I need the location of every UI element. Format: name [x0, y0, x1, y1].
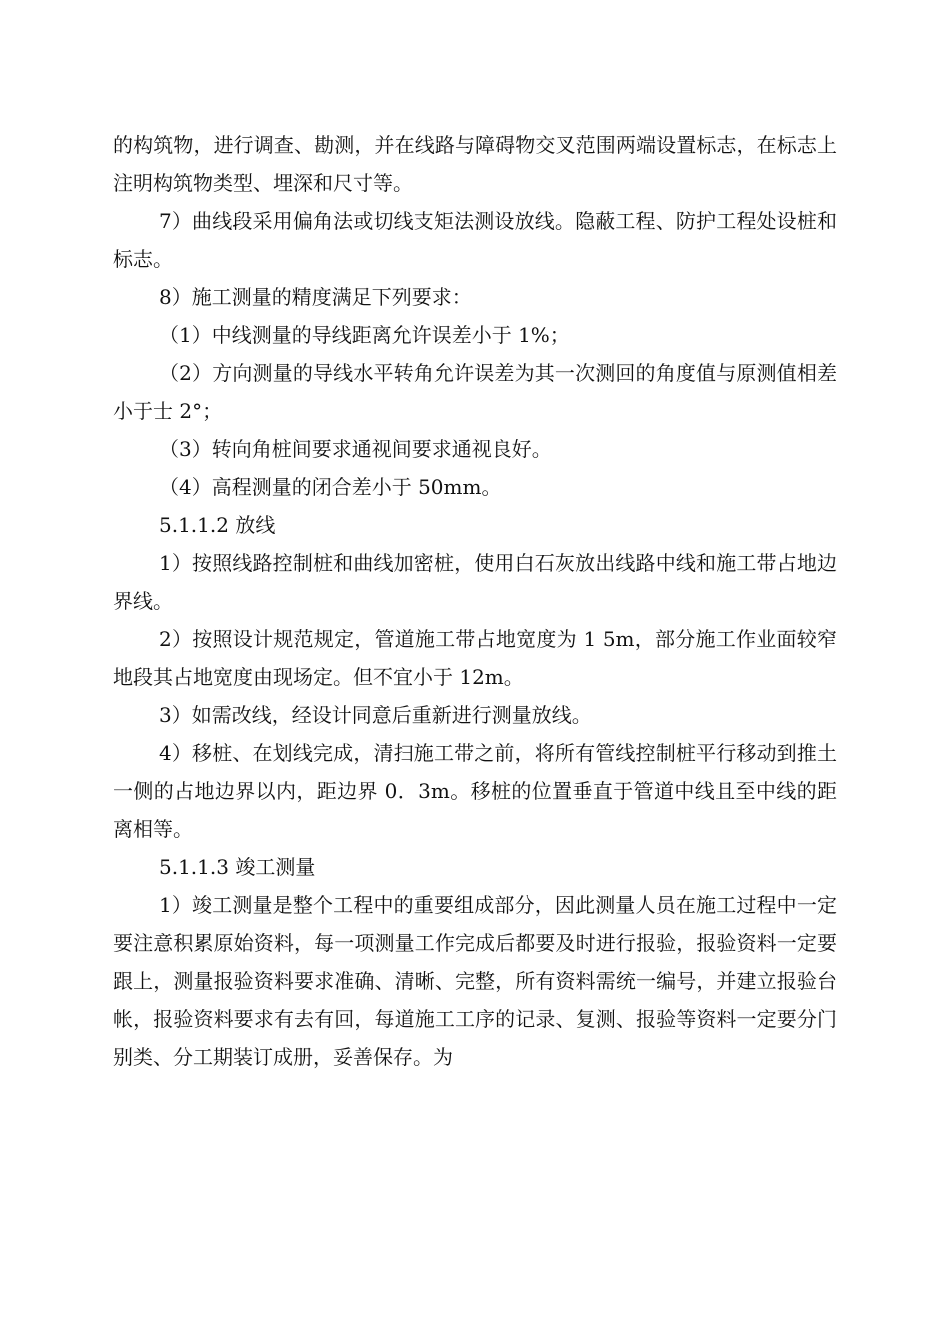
- paragraph-subitem-4: （4）高程测量的闭合差小于 50mm。: [159, 475, 502, 499]
- section-heading-5-1-1-3: 5.1.1.3 竣工测量: [159, 855, 316, 879]
- paragraph-subitem-2: （2）方向测量的导线水平转角允许误差为其一次测回的角度值与原测值相差小于士 2°；: [113, 361, 837, 423]
- paragraph-stakeout-1: 1）按照线路控制桩和曲线加密桩，使用白石灰放出线路中线和施工带占地边界线。: [113, 551, 837, 613]
- paragraph-item-8: 8）施工测量的精度满足下列要求：: [159, 285, 472, 309]
- section-heading-5-1-1-2: 5.1.1.2 放线: [159, 513, 276, 537]
- paragraph-completion-survey-1: 1）竣工测量是整个工程中的重要组成部分，因此测量人员在施工过程中一定要注意积累原始资料，每一项测量工作完成后都要及时进行报验，报验资料一定要跟上，测量报验资料要求准确、清晰、完整，所有资料需统一编号，并建立报验台帐，报验资料要求有去有回，每道施工工序的记录、复测、报验等资料一定要分门别类、分工期装订成册，妥善保存。为: [113, 893, 837, 1069]
- body-text: [113, 126, 837, 1076]
- paragraph-stakeout-3: 3）如需改线，经设计同意后重新进行测量放线。: [159, 703, 592, 727]
- paragraph-subitem-3: （3）转向角桩间要求通视间要求通视良好。: [159, 437, 552, 461]
- paragraph-continuation: 的构筑物，进行调查、勘测，并在线路与障碍物交叉范围两端设置标志，在标志上注明构筑物类型、埋深和尺寸等。: [113, 133, 837, 195]
- paragraph-stakeout-4: 4）移桩、在划线完成，清扫施工带之前，将所有管线控制桩平行移动到推土一侧的占地边界以内，距边界 0．3m。移桩的位置垂直于管道中线且至中线的距离相等。: [113, 741, 837, 841]
- paragraph-item-7: 7）曲线段采用偏角法或切线支矩法测设放线。隐蔽工程、防护工程处设桩和标志。: [113, 209, 837, 271]
- paragraph-subitem-1: （1）中线测量的导线距离允许误差小于 1%；: [159, 323, 570, 347]
- paragraph-stakeout-2: 2）按照设计规范规定，管道施工带占地宽度为 1 5m，部分施工作业面较窄地段其占地宽度由现场定。但不宜小于 12m。: [113, 627, 837, 689]
